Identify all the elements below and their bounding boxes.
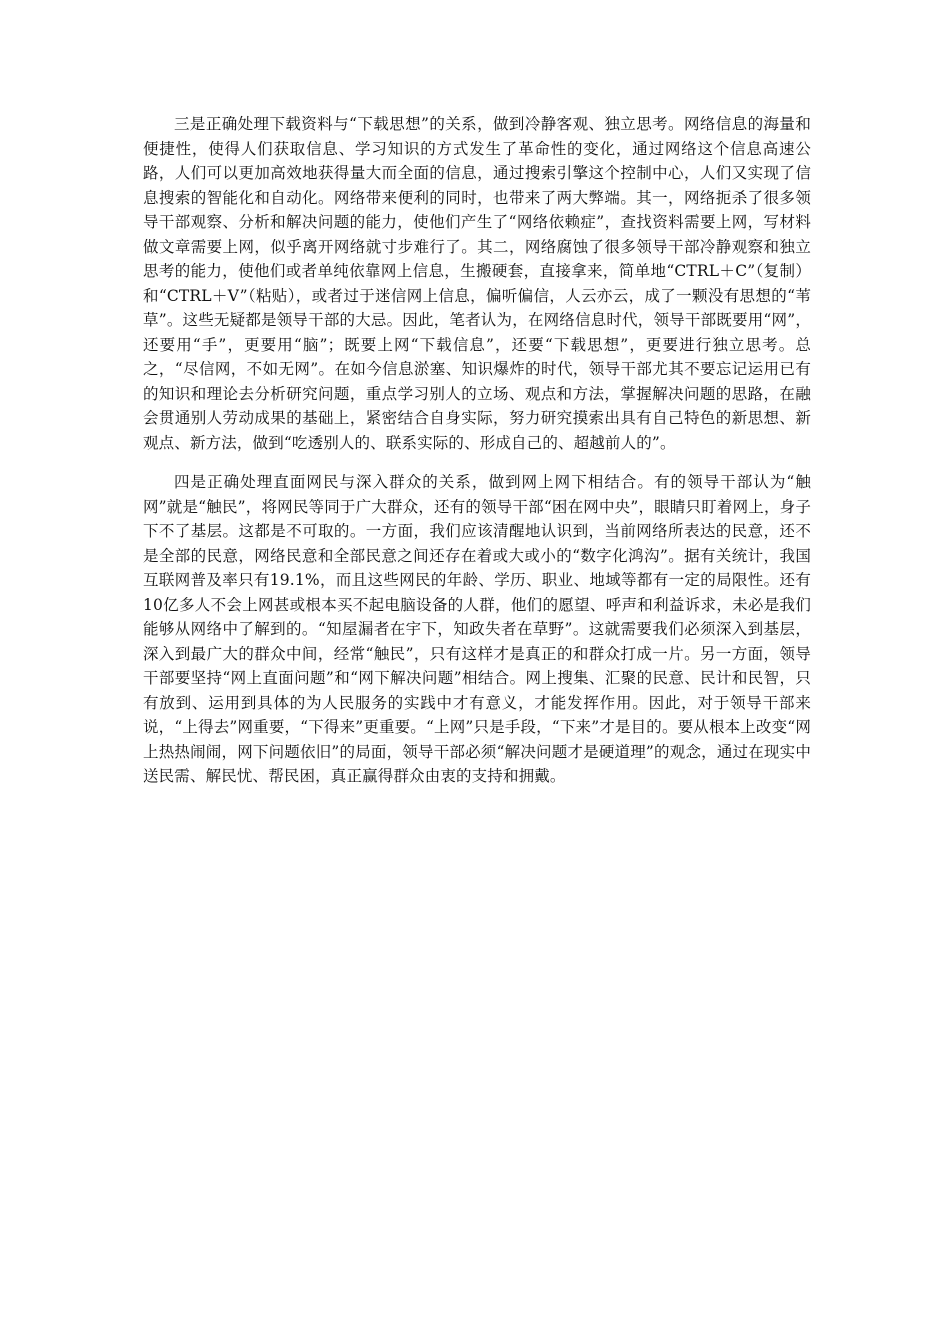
- paragraph-three: 三是正确处理下载资料与“下载思想”的关系，做到冷静客观、独立思考。网络信息的海量和便捷性，使得人们获取信息、学习知识的方式发生了革命性的变化，通过网络这个信息高速公路，人们可以更加高效地获得量大而全面的信息，通过搜索引擎这个控制中心，人们又实现了信息搜索的智能化和自动化。网络带来便利的同时，也带来了两大弊端。其一，网络扼杀了很多领导干部观察、分析和解决问题的能力，使他们产生了“网络依赖症”，查找资料需要上网，写材料做文章需要上网，似乎离开网络就寸步难行了。其二，网络腐蚀了很多领导干部冷静观察和独立思考的能力，使他们或者单纯依靠网上信息，生搬硬套，直接拿来，简单地“CTRL＋C”（复制）和“CTRL＋V”（粘贴），或者过于迷信网上信息，偏听偏信，人云亦云，成了一颗没有思想的“苇草”。这些无疑都是领导干部的大忌。因此，笔者认为，在网络信息时代，领导干部既要用“网”，还要用“手”，更要用“脑”；既要上网“下载信息”，还要“下载思想”，更要进行独立思考。总之，“尽信网，不如无网”。在如今信息淤塞、知识爆炸的时代，领导干部尤其不要忘记运用已有的知识和理论去分析研究问题，重点学习别人的立场、观点和方法，掌握解决问题的思路，在融会贯通别人劳动成果的基础上，紧密结合自身实际，努力研究摸索出具有自己特色的新思想、新观点、新方法，做到“吃透别人的、联系实际的、形成自己的、超越前人的”。: [143, 115, 811, 452]
- document-page: [143, 112, 811, 789]
- paragraph-four: 四是正确处理直面网民与深入群众的关系，做到网上网下相结合。有的领导干部认为“触网”就是“触民”，将网民等同于广大群众，还有的领导干部“困在网中央”，眼睛只盯着网上，身子下不了基层。这都是不可取的。一方面，我们应该清醒地认识到，当前网络所表达的民意，还不是全部的民意，网络民意和全部民意之间还存在着或大或小的“数字化鸿沟”。据有关统计，我国互联网普及率只有19.1%，而且这些网民的年龄、学历、职业、地域等都有一定的局限性。还有10亿多人不会上网甚或根本买不起电脑设备的人群，他们的愿望、呼声和利益诉求，未必是我们能够从网络中了解到的。“知屋漏者在宇下，知政失者在草野”。这就需要我们必须深入到基层，深入到最广大的群众中间，经常“触民”，只有这样才是真正的和群众打成一片。另一方面，领导干部要坚持“网上直面问题”和“网下解决问题”相结合。网上搜集、汇聚的民意、民计和民智，只有放到、运用到具体的为人民服务的实践中才有意义，才能发挥作用。因此，对于领导干部来说，“上得去”网重要，“下得来”更重要。“上网”只是手段，“下来”才是目的。要从根本上改变“网上热热闹闹，网下问题依旧”的局面，领导干部必须“解决问题才是硬道理”的观念，通过在现实中送民需、解民忧、帮民困，真正赢得群众由衷的支持和拥戴。: [143, 473, 811, 785]
